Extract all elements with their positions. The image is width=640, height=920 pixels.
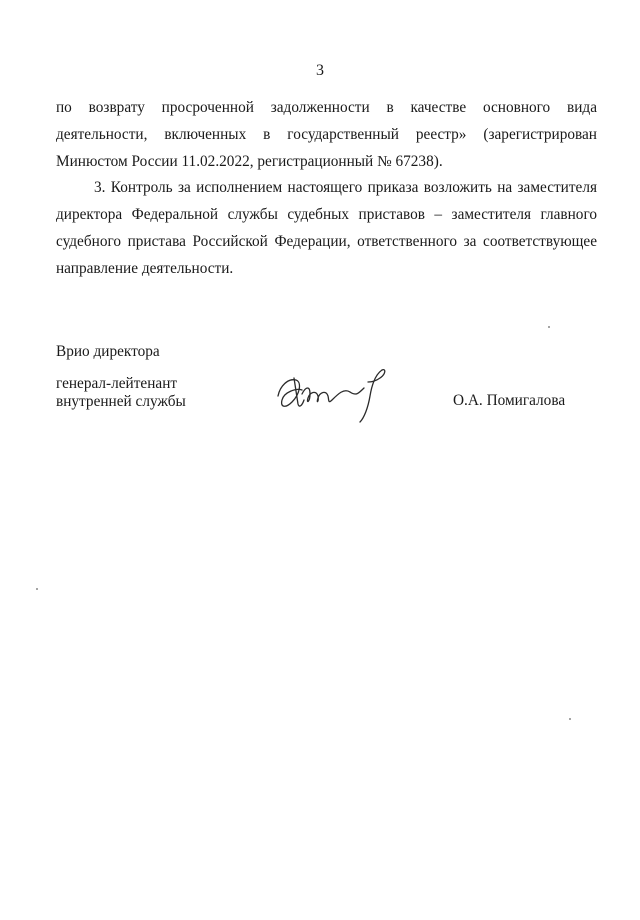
handwritten-signature bbox=[272, 364, 396, 428]
signatory-name: О.А. Помигалова bbox=[453, 392, 566, 409]
body-paragraph-continuation: по возврату просроченной задолженности в качестве основного вида деятельности, включенных в государственный реестр» (зарегистрирован Минюстом России 11.02.2022, регистрационный № 67238). bbox=[56, 99, 597, 170]
signatory-rank bbox=[56, 375, 186, 411]
signatory-rank-line-1: генерал-лейтенант bbox=[56, 375, 178, 392]
scan-speck bbox=[36, 588, 38, 590]
page-number: 3 bbox=[316, 62, 324, 79]
signatory-position: Врио директора bbox=[56, 343, 160, 360]
scan-speck bbox=[569, 718, 571, 720]
scan-speck bbox=[548, 326, 550, 328]
signatory-rank-line-2: внутренней службы bbox=[56, 393, 186, 410]
body-paragraph-item-3: 3. Контроль за исполнением настоящего приказа возложить на заместителя директора Федеральной службы судебных приставов – заместителя главного судебного пристава Российской Федерации, ответственного за соответствующее направление деятельности. bbox=[56, 179, 597, 277]
